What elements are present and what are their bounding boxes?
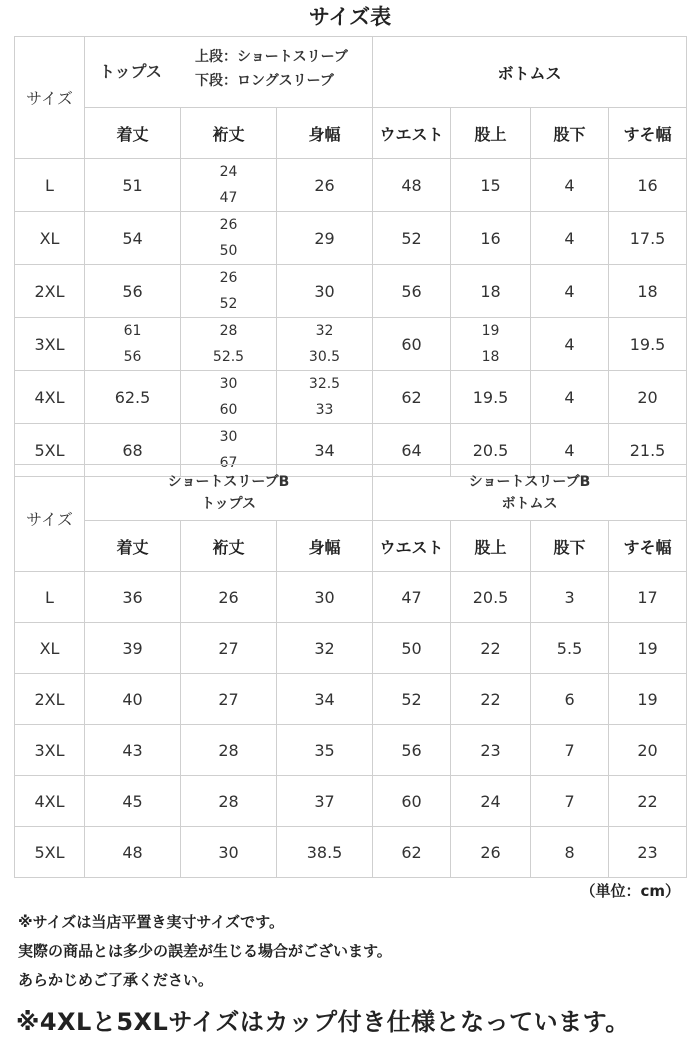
table-cell [531, 212, 609, 265]
cell-value: 52 [219, 296, 238, 312]
table-cell: 22 [451, 674, 531, 725]
size-header: サイズ [15, 465, 85, 572]
size-cell: 5XL [15, 827, 85, 878]
table-cell [451, 318, 531, 371]
cell-value: 56 [401, 281, 422, 301]
table-row [15, 725, 687, 776]
cell-value: 34 [314, 440, 335, 460]
cell-value: 60 [401, 334, 422, 354]
table-cell: 36 [85, 572, 181, 623]
table-cell: 17 [609, 572, 687, 623]
cell-value: 30 [219, 376, 238, 392]
table-cell: 22 [451, 623, 531, 674]
table-cell: 35 [277, 725, 373, 776]
table-cell: 40 [85, 674, 181, 725]
tops-header [85, 465, 373, 521]
table-cell [373, 212, 451, 265]
table-cell: 52 [373, 674, 451, 725]
table-cell [451, 212, 531, 265]
table-cell [451, 371, 531, 424]
column-header-row [15, 521, 687, 572]
tops-note-lower: 下段：ロングスリーブ [195, 73, 334, 89]
table-cell [181, 371, 277, 424]
size-cell: 4XL [15, 776, 85, 827]
cell-value: 21.5 [629, 440, 666, 460]
cell-value: 52.5 [212, 349, 245, 365]
table-cell: 34 [277, 674, 373, 725]
table-cell [609, 371, 687, 424]
table-row [15, 572, 687, 623]
table-cell: 6 [531, 674, 609, 725]
table-row [15, 159, 687, 212]
table-cell [373, 159, 451, 212]
table-cell [531, 159, 609, 212]
cell-value: 20 [637, 387, 658, 407]
table-cell: 28 [181, 725, 277, 776]
cell-value: 30 [219, 429, 238, 445]
cell-value: 19.5 [629, 334, 666, 354]
cell-value: 47 [219, 190, 238, 206]
size-cell: L [15, 572, 85, 623]
cell-value: 26 [219, 217, 238, 233]
column-header: 身幅 [277, 521, 373, 572]
note-line: あらかじめご了承ください。 [18, 971, 214, 989]
cell-value: 52 [401, 228, 422, 248]
table-cell: 48 [85, 827, 181, 878]
table-cell: 30 [277, 572, 373, 623]
note-line: ※サイズは当店平置き実寸サイズです。 [18, 913, 284, 931]
table-cell: 23 [609, 827, 687, 878]
cell-value: 60 [219, 402, 238, 418]
cell-value: 54 [122, 228, 143, 248]
table-cell [373, 371, 451, 424]
table-cell: 3 [531, 572, 609, 623]
table-cell [609, 159, 687, 212]
cell-value: 4 [564, 334, 575, 354]
bottoms-header [373, 465, 687, 521]
table-cell [531, 265, 609, 318]
cell-value: 4 [564, 228, 575, 248]
bottoms-header: ボトムス [373, 37, 687, 108]
column-header: 股下 [531, 108, 609, 159]
table-cell: 26 [451, 827, 531, 878]
table-cell [531, 318, 609, 371]
table-cell [373, 318, 451, 371]
table-row [15, 265, 687, 318]
table-cell [277, 159, 373, 212]
cell-value: 48 [401, 175, 422, 195]
column-header: ウエスト [373, 521, 451, 572]
column-header: 身幅 [277, 108, 373, 159]
table-cell: 7 [531, 725, 609, 776]
table-cell: 38.5 [277, 827, 373, 878]
size-cell: 5XL [15, 424, 85, 477]
cell-value: 19.5 [472, 387, 509, 407]
table-cell: 37 [277, 776, 373, 827]
size-header: サイズ [15, 37, 85, 159]
cell-value: 24 [219, 164, 238, 180]
table-cell: 27 [181, 674, 277, 725]
bottoms-label-line1: ショートスリーブB [468, 473, 591, 490]
column-header-row [15, 108, 687, 159]
tops-note-upper: 上段：ショートスリーブ [195, 49, 348, 65]
tops-note [195, 45, 348, 93]
table-cell: 45 [85, 776, 181, 827]
size-table-main [14, 36, 687, 477]
table-cell: 30 [181, 827, 277, 878]
cell-value: 18 [481, 349, 500, 365]
table-cell: 32 [277, 623, 373, 674]
cell-value: 28 [219, 323, 238, 339]
table-cell: 56 [373, 725, 451, 776]
cell-value: 17.5 [629, 228, 666, 248]
table-row [15, 827, 687, 878]
cell-value: 62 [401, 387, 422, 407]
table-cell: 24 [451, 776, 531, 827]
table-cell: 62 [373, 827, 451, 878]
table-cell: 43 [85, 725, 181, 776]
cell-value: 33 [315, 402, 334, 418]
table-cell: 20.5 [451, 572, 531, 623]
table-cell: 60 [373, 776, 451, 827]
table-cell [85, 159, 181, 212]
table-cell [277, 212, 373, 265]
cell-value: 64 [401, 440, 422, 460]
table-body [15, 572, 687, 878]
tops-label-line2: トップス [201, 495, 257, 512]
size-cell: 2XL [15, 265, 85, 318]
cell-value: 56 [122, 281, 143, 301]
table-cell: 50 [373, 623, 451, 674]
table-cell [531, 371, 609, 424]
table-cell [277, 265, 373, 318]
cell-value: 30.5 [308, 349, 341, 365]
table-cell: 22 [609, 776, 687, 827]
cup-note: ※4XLと5XLサイズはカップ付き仕様となっています。 [16, 1008, 630, 1036]
table-cell: 7 [531, 776, 609, 827]
table-cell: 8 [531, 827, 609, 878]
column-header: 裄丈 [181, 521, 277, 572]
size-cell: 2XL [15, 674, 85, 725]
cell-value: 16 [637, 175, 658, 195]
table-cell [609, 265, 687, 318]
table-cell [451, 159, 531, 212]
table-cell [181, 159, 277, 212]
table-cell: 47 [373, 572, 451, 623]
table-cell [181, 212, 277, 265]
table-cell: 20 [609, 725, 687, 776]
cell-value: 32.5 [308, 376, 341, 392]
table-cell [181, 265, 277, 318]
cell-value: 61 [123, 323, 142, 339]
notes [18, 908, 392, 995]
cell-value: 32 [315, 323, 334, 339]
cell-value: 51 [122, 175, 143, 195]
table-row [15, 371, 687, 424]
column-header: 股上 [451, 521, 531, 572]
tops-label: トップス [99, 62, 162, 81]
table-cell [609, 318, 687, 371]
cell-value: 15 [480, 175, 501, 195]
size-cell: 3XL [15, 725, 85, 776]
size-table-short-sleeve-b [14, 464, 687, 878]
table-cell: 19 [609, 623, 687, 674]
column-header: すそ幅 [609, 108, 687, 159]
table-cell [609, 212, 687, 265]
column-header: ウエスト [373, 108, 451, 159]
table-cell: 39 [85, 623, 181, 674]
table-cell: 23 [451, 725, 531, 776]
column-header: 着丈 [85, 521, 181, 572]
table-cell [85, 212, 181, 265]
cell-value: 29 [314, 228, 335, 248]
table-cell: 26 [181, 572, 277, 623]
table-row [15, 674, 687, 725]
column-header: すそ幅 [609, 521, 687, 572]
cell-value: 4 [564, 387, 575, 407]
cell-value: 16 [480, 228, 501, 248]
table-cell [85, 265, 181, 318]
cell-value: 68 [122, 440, 143, 460]
cell-value: 4 [564, 281, 575, 301]
cell-value: 62.5 [114, 387, 151, 407]
table-cell: 28 [181, 776, 277, 827]
cell-value: 26 [219, 270, 238, 286]
table-row [15, 318, 687, 371]
table-cell [373, 265, 451, 318]
cell-value: 30 [314, 281, 335, 301]
cell-value: 18 [637, 281, 658, 301]
cell-value: 19 [481, 323, 500, 339]
size-cell: XL [15, 623, 85, 674]
table-cell: 5.5 [531, 623, 609, 674]
table-body [15, 159, 687, 477]
column-header: 着丈 [85, 108, 181, 159]
cell-value: 4 [564, 440, 575, 460]
cell-value: 67 [219, 455, 238, 471]
column-header: 股上 [451, 108, 531, 159]
table-cell [85, 371, 181, 424]
size-cell: XL [15, 212, 85, 265]
cell-value: 26 [314, 175, 335, 195]
note-line: 実際の商品とは多少の誤差が生じる場合がございます。 [18, 942, 392, 960]
table-cell [277, 318, 373, 371]
cell-value: 56 [123, 349, 142, 365]
table-cell [181, 318, 277, 371]
table-cell [451, 265, 531, 318]
cell-value: 18 [480, 281, 501, 301]
bottoms-label-line2: ボトムス [501, 495, 558, 512]
cell-value: 50 [219, 243, 238, 259]
tops-header [85, 37, 373, 108]
table-cell: 27 [181, 623, 277, 674]
table-cell [277, 371, 373, 424]
unit-label: （単位：cm） [580, 882, 680, 900]
size-cell: L [15, 159, 85, 212]
tops-label-line1: ショートスリーブB [167, 473, 290, 490]
column-header: 股下 [531, 521, 609, 572]
table-row [15, 776, 687, 827]
size-cell: 4XL [15, 371, 85, 424]
table-cell: 19 [609, 674, 687, 725]
table-cell [85, 318, 181, 371]
column-header: 裄丈 [181, 108, 277, 159]
cell-value: 4 [564, 175, 575, 195]
cell-value: 20.5 [472, 440, 509, 460]
table-row [15, 623, 687, 674]
page-title: サイズ表 [308, 5, 392, 29]
table-row [15, 212, 687, 265]
size-cell: 3XL [15, 318, 85, 371]
